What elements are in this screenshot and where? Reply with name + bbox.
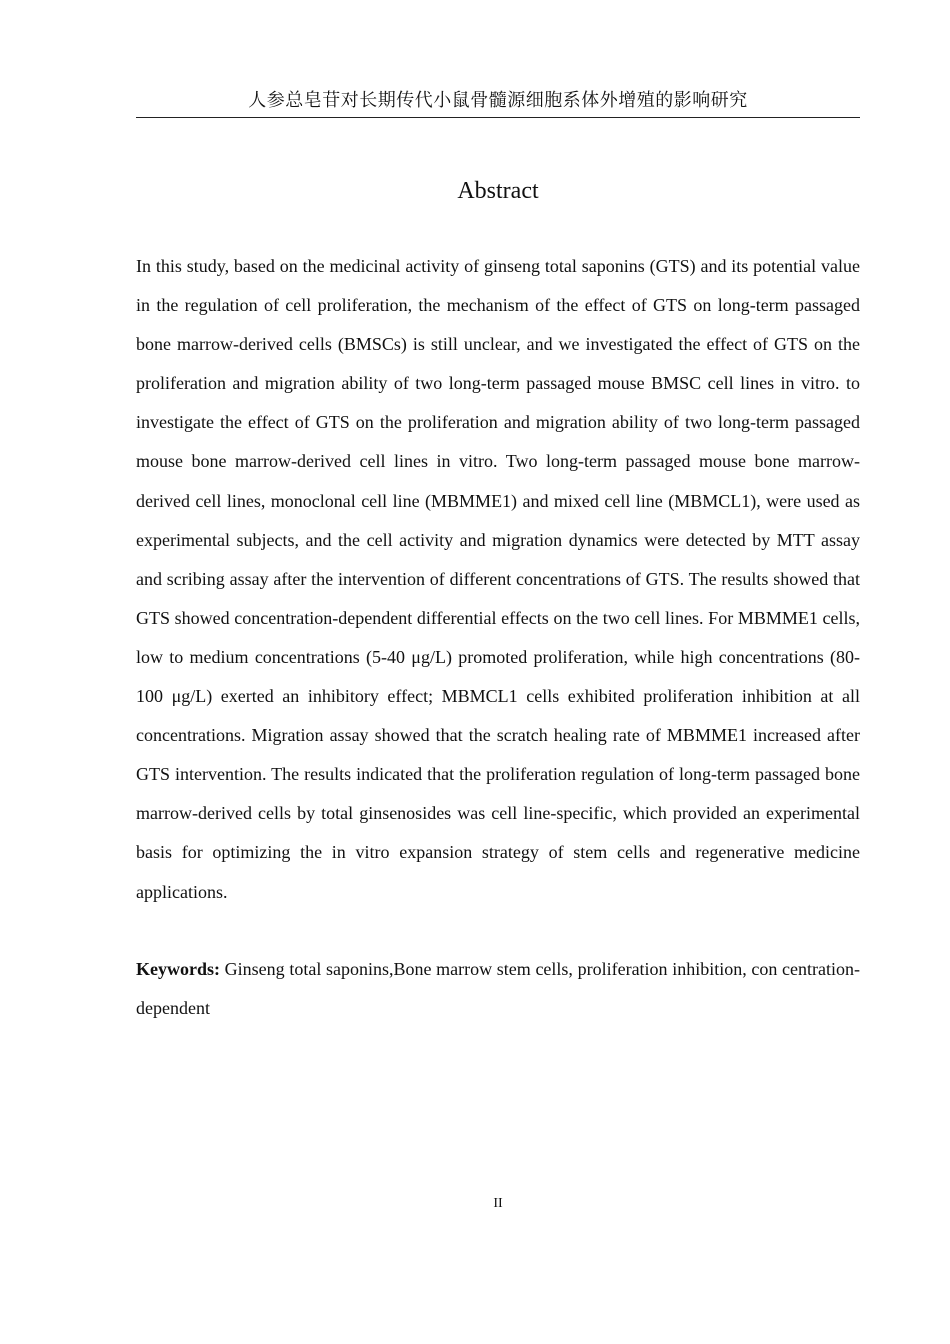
keywords-text: Ginseng total saponins,Bone marrow stem cells, proliferation inhibition, con centration-dependent [136,959,861,1019]
running-header: 人参总皂苷对长期传代小鼠骨髓源细胞系体外增殖的影响研究 [248,90,748,110]
page-number: II [493,1196,503,1211]
keywords-label: Keywords: [136,959,220,979]
abstract-body: In this study, based on the medicinal activity of ginseng total saponins (GTS) and its potential value in the regulation of cell proliferation, the mechanism of the effect of GTS on long-term passaged bone marrow-derived cells (BMSCs) is still unclear, and we investigated the effect of GTS on the proliferation and migration ability of two long-term passaged mouse BMSC cell lines in vitro. to investigate the effect of GTS on the proliferation and migration ability of two long-term passaged mouse bone marrow-derived cell lines in vitro. Two long-term passaged mouse bone marrow-derived cell lines, monoclonal cell line (MBMME1) and mixed cell line (MBMCL1), were used as experimental subjects, and the cell activity and migration dynamics were detected by MTT assay and scribing assay after the intervention of different concentrations of GTS. The results showed that GTS showed concentration-dependent differential effects on the two cell lines. For MBMME1 cells, low to medium concentrations (5-40 μg/L) promoted proliferation, while high concentrations (80-100 μg/L) exerted an inhibitory effect; MBMCL1 cells exhibited proliferation inhibition at all concentrations. Migration assay showed that the scratch healing rate of MBMME1 increased after GTS intervention. The results indicated that the proliferation regulation of long-term passaged bone marrow-derived cells by total ginsenosides was cell line-specific, which provided an experimental basis for optimizing the in vitro expansion strategy of stem cells and regenerative medicine applications. [136,256,860,902]
keywords-paragraph [136,950,860,1028]
abstract-title: Abstract [457,178,539,204]
header-rule [136,117,860,118]
